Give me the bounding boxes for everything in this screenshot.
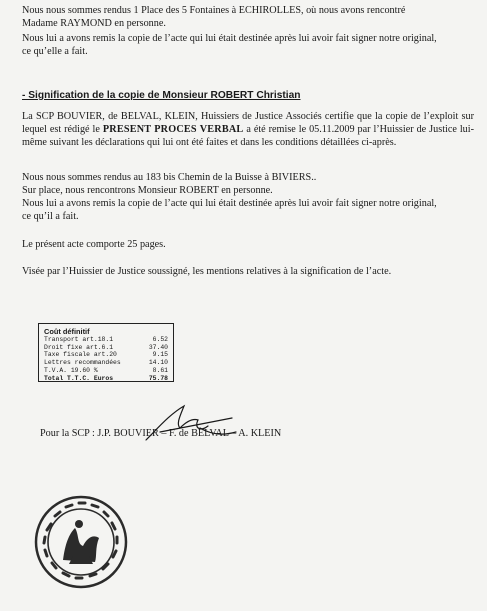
certification-text-a: La SCP BOUVIER, de BELVAL, KLEIN, Huissiers de Justice Associés certifie que la copie de l’exploit sur lequel est rédigé le xyxy=(22,111,474,135)
cost-label: Taxe fiscale art.20 xyxy=(44,351,117,359)
visit-line-3: Nous lui a avons remis la copie de l’acte qui lui était destinée après lui avoir fait signer notre original, xyxy=(22,198,437,209)
section-heading: - Signification de la copie de Monsieur ROBERT Christian xyxy=(22,90,301,101)
cost-label: Droit fixe art.6.1 xyxy=(44,343,114,351)
intro-line-2: Madame RAYMOND en personne. xyxy=(22,18,166,29)
cost-row xyxy=(44,351,168,359)
cost-label: Transport art.18.1 xyxy=(44,336,114,343)
cost-value: 14.10 xyxy=(148,359,168,367)
cost-row xyxy=(44,359,168,367)
cost-row xyxy=(44,367,168,375)
cost-label: T.V.A. 19.60 % xyxy=(44,366,98,374)
handwritten-signature-icon xyxy=(140,398,260,448)
cost-value: 9.15 xyxy=(152,351,168,359)
official-seal-stamp-icon xyxy=(33,494,129,590)
cost-label: Lettres recommandées xyxy=(44,359,121,367)
visit-line-1: Nous nous sommes rendus au 183 bis Chemin de la Buisse à BIVIERS.. xyxy=(22,172,317,183)
cost-value: 6.52 xyxy=(152,336,168,343)
cost-total-row xyxy=(44,375,168,383)
cost-row xyxy=(44,344,168,352)
certification-paragraph xyxy=(22,110,474,149)
cost-box-title: Coût définitif xyxy=(44,327,90,336)
intro-line-1: Nous nous sommes rendus 1 Place des 5 Fontaines à ECHIROLLES, où nous avons rencontré xyxy=(22,5,406,16)
pages-count-line: Le présent acte comporte 25 pages. xyxy=(22,239,166,250)
certification-text-b: a été remise le 05.11.2009 par l’Huissier de Justice lui-même suivant les déclarations qui lui ont été faites et dans les conditions détaillées ci-après. xyxy=(22,124,474,148)
cost-total-label: Total T.T.C. Euros xyxy=(44,374,114,382)
intro-line-3: Nous lui a avons remis la copie de l’acte qui lui était destinée après lui avoir fait signer notre original, xyxy=(22,33,437,44)
signature-line: Pour la SCP : J.P. BOUVIER – F. de BELVAL – A. KLEIN xyxy=(40,428,282,439)
cost-box xyxy=(38,323,174,382)
vise-line: Visée par l’Huissier de Justice soussigné, les mentions relatives à la signification de l’acte. xyxy=(22,266,392,277)
cost-total-value: 75.78 xyxy=(148,374,168,382)
intro-line-4: ce qu’elle a fait. xyxy=(22,46,88,57)
cost-value: 8.61 xyxy=(152,366,168,374)
cost-value: 37.40 xyxy=(148,343,168,351)
visit-line-2: Sur place, nous rencontrons Monsieur ROBERT en personne. xyxy=(22,185,273,196)
cost-row xyxy=(44,336,168,344)
visit-line-4: ce qu’il a fait. xyxy=(22,211,79,222)
proces-verbal-label: PRESENT PROCES VERBAL xyxy=(102,124,244,135)
